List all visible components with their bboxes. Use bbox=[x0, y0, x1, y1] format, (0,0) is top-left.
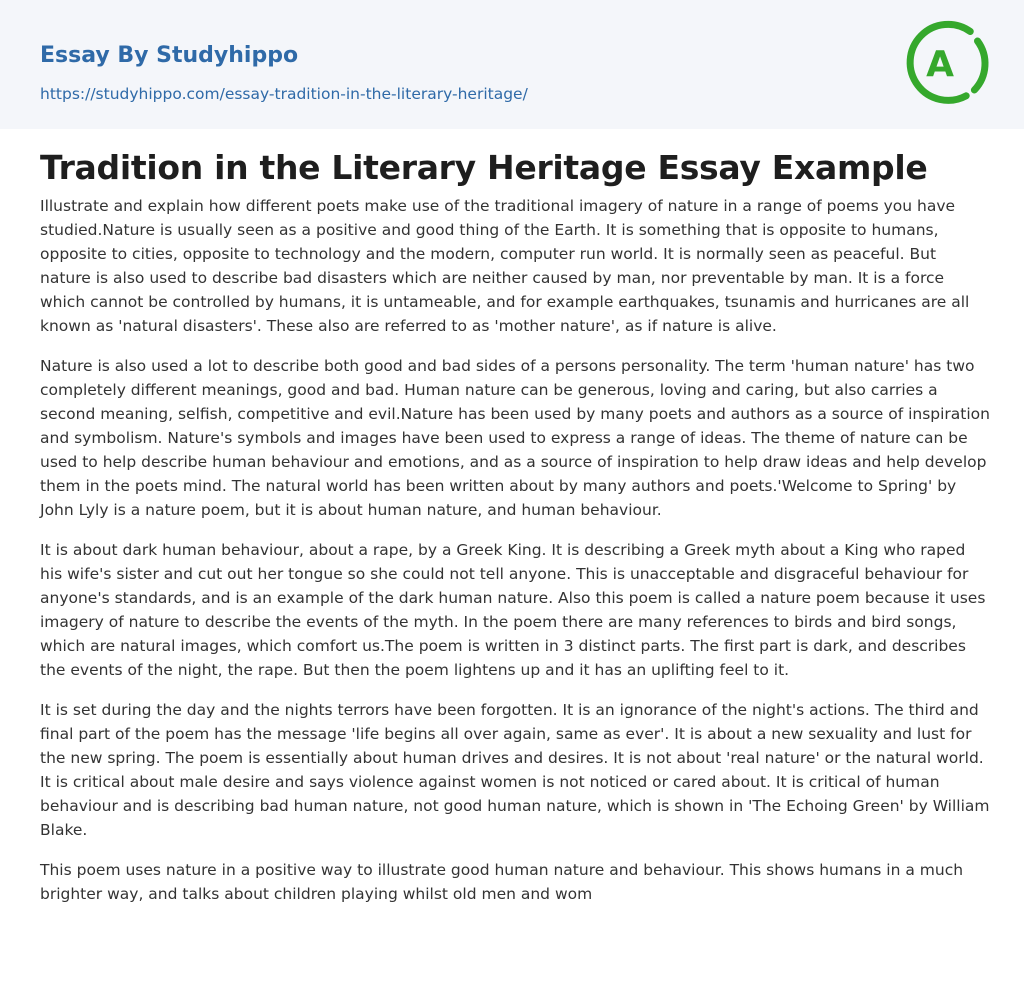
essay-paragraph: This poem uses nature in a positive way to illustrate good human nature and behaviour. This shows humans in a much brighter way, and talks about children playing whilst old men and wom bbox=[40, 861, 964, 903]
page-title: Tradition in the Literary Heritage Essay Example bbox=[40, 148, 928, 187]
logo-letter: A bbox=[926, 44, 954, 85]
site-brand[interactable]: Essay By Studyhippo bbox=[40, 43, 299, 68]
essay-paragraph: It is set during the day and the nights terrors have been forgotten. It is an ignorance of the night's actions. The third and final part of the poem has the message 'life begins all over again, same as ever'. It is about a new sexuality and lust for the new spring. The poem is essentially about human drives and desires. It is not about 'real nature' or the natural world. It is critical about male desire and says violence against women is not noticed or cared about. It is critical of human behaviour and is describing bad human nature, not good human nature, which is shown in 'The Echoing Green' by William Blake. bbox=[40, 701, 990, 839]
essay-body bbox=[40, 194, 990, 922]
essay-paragraph: Illustrate and explain how different poets make use of the traditional imagery of nature in a range of poems you have studied.Nature is usually seen as a positive and good thing of the Earth. It is something that is opposite to humans, opposite to cities, opposite to technology and the modern, computer run world. It is normally seen as peaceful. But nature is also used to describe bad disasters which are neither caused by man, nor preventable by man. It is a force which cannot be controlled by humans, it is untameable, and for example earthquakes, tsunamis and hurricanes are all known as 'natural disasters'. These also are referred to as 'mother nature', as if nature is alive. bbox=[40, 197, 970, 335]
source-url-link[interactable]: https://studyhippo.com/essay-tradition-in-the-literary-heritage/ bbox=[40, 85, 528, 103]
essay-paragraph: It is about dark human behaviour, about a rape, by a Greek King. It is describing a Greek myth about a King who raped his wife's sister and cut out her tongue so she could not tell anyone. This is unacceptable and disgraceful behaviour for anyone's standards, and is an example of the dark human nature. Also this poem is called a nature poem because it uses imagery of nature to describe the events of the myth. In the poem there are many references to birds and bird songs, which are natural images, which comfort us.The poem is written in 3 distinct parts. The first part is dark, and describes the events of the night, the rape. But then the poem lightens up and it has an uplifting feel to it. bbox=[40, 541, 986, 679]
studyhippo-logo-icon[interactable] bbox=[900, 16, 996, 112]
site-header bbox=[0, 0, 1024, 129]
essay-paragraph: Nature is also used a lot to describe both good and bad sides of a persons personality. The term 'human nature' has two completely different meanings, good and bad. Human nature can be generous, loving and caring, but also carries a second meaning, selfish, competitive and evil.Nature has been used by many poets and authors as a source of inspiration and symbolism. Nature's symbols and images have been used to express a range of ideas. The theme of nature can be used to help describe human behaviour and emotions, and as a source of inspiration to help draw ideas and help develop them in the poets mind. The natural world has been written about by many authors and poets.'Welcome to Spring' by John Lyly is a nature poem, but it is about human nature, and human behaviour. bbox=[40, 357, 990, 519]
